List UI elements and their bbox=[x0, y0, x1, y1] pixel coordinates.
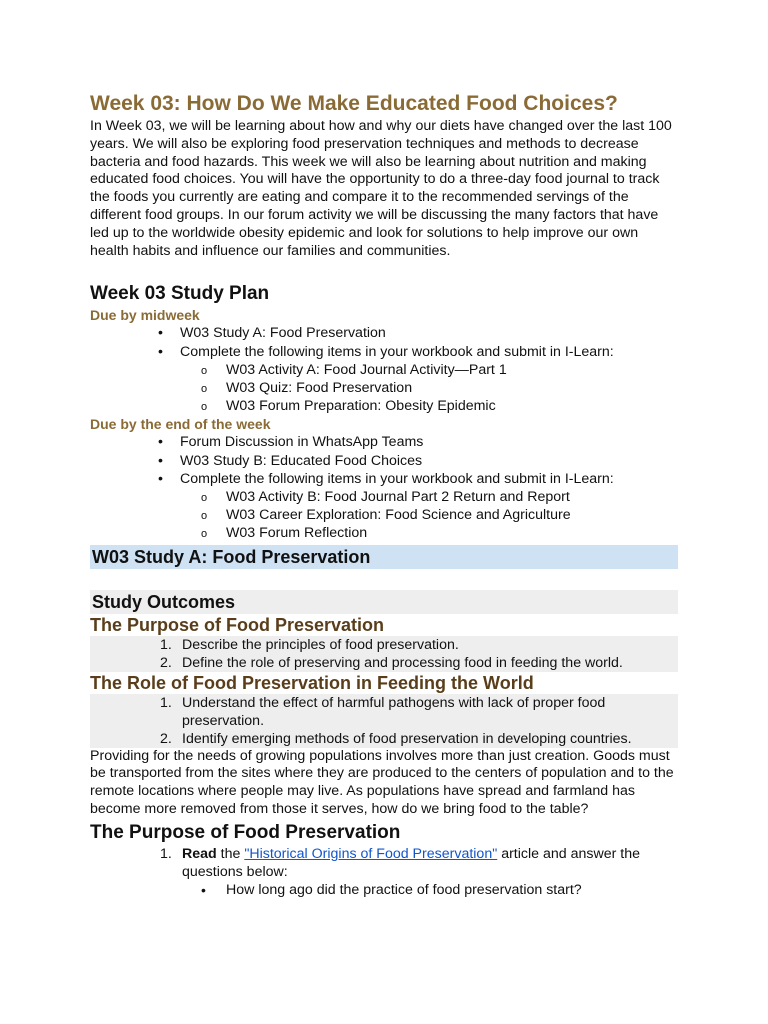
bullet-icon: • bbox=[158, 325, 163, 342]
question-item: • How long ago did the practice of food preservation start? bbox=[201, 881, 582, 898]
study-outcomes-heading: Study Outcomes bbox=[90, 590, 678, 614]
study-a-banner: W03 Study A: Food Preservation bbox=[90, 545, 678, 569]
due-midweek-label: Due by midweek bbox=[90, 307, 200, 324]
bullet-icon: • bbox=[201, 881, 206, 898]
list-item: • W03 Study B: Educated Food Choices bbox=[158, 452, 423, 469]
endweek-list bbox=[90, 433, 678, 542]
read-step: 1. Read the "Historical Origins of Food Preservation" article and answer the questions below: bbox=[160, 845, 640, 880]
midweek-list bbox=[90, 324, 678, 415]
bullet-icon: • bbox=[158, 452, 163, 469]
purpose-section-heading: The Purpose of Food Preservation bbox=[90, 821, 401, 843]
list-item: 2. Identify emerging methods of food preservation in developing countries. bbox=[160, 730, 632, 747]
list-item: • Complete the following items in your workbook and submit in I-Learn: bbox=[158, 470, 614, 487]
due-endweek-label: Due by the end of the week bbox=[90, 416, 271, 433]
circle-bullet-icon: o bbox=[201, 492, 208, 504]
body-paragraph: Providing for the needs of growing populations involves more than just creation. Goods must be transported from the sites where they are produced to the centers of population and to the remote locations where people may live. As populations have spread and farmland has become more removed from those it serves, how do we bring food to the table? bbox=[90, 747, 674, 817]
sub-list-item: o W03 Forum Reflection bbox=[90, 524, 678, 542]
bullet-icon: • bbox=[158, 343, 163, 360]
list-item: 1. Understand the effect of harmful pathogens with lack of proper food preservation. bbox=[160, 694, 606, 729]
page-title: Week 03: How Do We Make Educated Food Choices? bbox=[90, 92, 618, 115]
circle-bullet-icon: o bbox=[201, 364, 208, 377]
bullet-icon: • bbox=[158, 470, 163, 487]
bullet-icon: • bbox=[158, 434, 163, 451]
outcome-purpose-list bbox=[90, 636, 678, 672]
outcome-role-heading: The Role of Food Preservation in Feeding the World bbox=[90, 672, 534, 693]
outcome-purpose-heading: The Purpose of Food Preservation bbox=[90, 614, 385, 635]
sub-list-item: o W03 Career Exploration: Food Science and Agriculture bbox=[90, 506, 678, 524]
study-plan-heading: Week 03 Study Plan bbox=[90, 283, 270, 305]
sub-list-item: o W03 Activity B: Food Journal Part 2 Return and Report bbox=[90, 488, 678, 506]
intro-paragraph: In Week 03, we will be learning about how and why our diets have changed over the last 100 years. We will also be exploring food preservation techniques and methods to decrease bacteria and food hazards. This week we will also be learning about nutrition and making educated food choices. You will have the opportunity to do a three-day food journal to track the foods you currently are eating and compare it to the recommended servings of the different food groups. In our forum activity we will be discussing the many factors that have led up to the worldwide obesity epidemic and look for solutions to help improve our own health habits and influence our families and communities. bbox=[90, 118, 672, 259]
circle-bullet-icon: o bbox=[201, 401, 208, 414]
historical-origins-link[interactable]: "Historical Origins of Food Preservation" bbox=[244, 845, 498, 862]
circle-bullet-icon: o bbox=[201, 382, 208, 395]
list-item: • Complete the following items in your workbook and submit in I-Learn: bbox=[158, 343, 614, 360]
sub-list-item: o W03 Quiz: Food Preservation bbox=[90, 379, 678, 397]
circle-bullet-icon: o bbox=[201, 510, 208, 523]
sub-list-item: o W03 Activity A: Food Journal Activity—Part 1 bbox=[90, 361, 678, 379]
document-page bbox=[90, 90, 678, 899]
circle-bullet-icon: o bbox=[201, 528, 208, 541]
list-item: • Forum Discussion in WhatsApp Teams bbox=[158, 434, 424, 451]
list-item: 1. Describe the principles of food preservation. bbox=[160, 636, 459, 653]
list-item: 2. Define the role of preserving and processing food in feeding the world. bbox=[160, 654, 623, 671]
sub-list-item: o W03 Forum Preparation: Obesity Epidemic bbox=[90, 397, 678, 415]
list-item: • W03 Study A: Food Preservation bbox=[158, 325, 386, 342]
outcome-role-list bbox=[90, 694, 678, 748]
